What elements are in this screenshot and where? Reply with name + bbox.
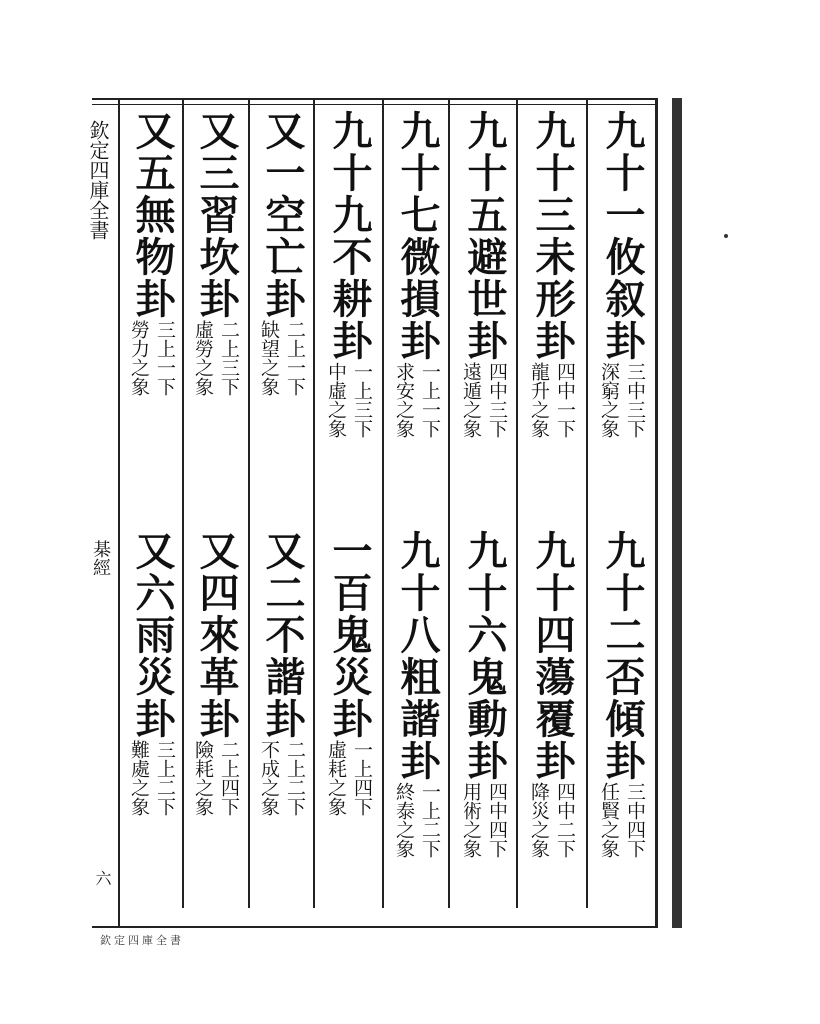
entry-note: 虛勞之象 [192,320,214,396]
entry-notes [393,782,441,858]
entry-column [184,530,248,816]
entry-note: 中虛之象 [325,362,347,438]
entry-column [385,110,449,438]
entry-column [120,110,184,396]
entry-note: 勞力之象 [128,320,150,396]
entry-notes [528,362,576,438]
top-border [92,98,666,100]
entry-title: 九十三未形卦 [529,110,576,362]
entry-note: 二上三下 [218,320,240,396]
entry-note: 三上一下 [154,320,176,396]
entry-note: 一上一下 [419,362,441,438]
entry-notes [393,362,441,438]
entry-note: 四中四下 [486,782,508,858]
entry-notes [258,320,306,396]
entry-title: 九十七微損卦 [394,110,441,362]
entry-note: 用術之象 [460,782,482,858]
entry-title: 又三習坎卦 [193,110,240,320]
entry-note: 三上二下 [154,740,176,816]
page-number: 六 [93,870,112,886]
column-divider [586,100,588,908]
entry-column [590,530,654,858]
bottom-print-marks: 欽定四庫全書 [100,934,184,947]
entry-title: 又五無物卦 [129,110,176,320]
entry-column [385,530,449,858]
entry-title: 九十九不耕卦 [326,110,373,362]
entry-note: 四中三下 [486,362,508,438]
entry-notes [598,362,646,438]
entry-column [520,530,584,858]
entry-title: 九十八粗諧卦 [394,530,441,782]
column-divider [382,100,384,908]
entry-note: 終泰之象 [393,782,415,858]
entry-note: 降災之象 [528,782,550,858]
entry-note: 二上一下 [284,320,306,396]
top-border-inner [92,104,666,105]
entry-title: 又六雨災卦 [129,530,176,740]
entry-notes [192,320,240,396]
entry-note: 遠遁之象 [460,362,482,438]
margin-column [86,100,118,930]
ink-speck [724,234,728,238]
entry-note: 險耗之象 [192,740,214,816]
bottom-border [92,926,666,928]
entry-title: 又一空亡卦 [259,110,306,320]
entry-notes [192,740,240,816]
entry-notes [325,362,373,438]
entry-column [184,110,248,396]
entry-title: 又四來革卦 [193,530,240,740]
entry-column [520,110,584,438]
entry-column [317,110,381,438]
entry-title: 九十四蕩覆卦 [529,530,576,782]
entry-title: 一百鬼災卦 [326,530,373,740]
entry-column [120,530,184,816]
entry-note: 三中三下 [624,362,646,438]
entry-note: 龍升之象 [528,362,550,438]
entry-title: 九十六鬼動卦 [461,530,508,782]
entry-note: 任賢之象 [598,782,620,858]
entry-note: 二上二下 [284,740,306,816]
entry-note: 四中二下 [554,782,576,858]
entry-title: 九十五避世卦 [461,110,508,362]
entry-note: 三中四下 [624,782,646,858]
entry-note: 二上四下 [218,740,240,816]
entry-column [452,110,516,438]
entry-note: 難處之象 [128,740,150,816]
entry-column [250,110,314,396]
entry-note: 深窮之象 [598,362,620,438]
entry-notes [128,320,176,396]
entry-note: 一上四下 [351,740,373,816]
right-border [655,98,682,928]
entry-notes [460,782,508,858]
entry-title: 九十二否傾卦 [599,530,646,782]
entry-notes [128,740,176,816]
entry-notes [258,740,306,816]
entry-notes [528,782,576,858]
entry-note: 缺望之象 [258,320,280,396]
entry-title: 九十一攸叙卦 [599,110,646,362]
entry-title: 又二不諧卦 [259,530,306,740]
entry-column [590,110,654,438]
entry-note: 不成之象 [258,740,280,816]
margin-title: 欽定四庫全書 [86,120,110,240]
entry-note: 求安之象 [393,362,415,438]
entry-note: 四中一下 [554,362,576,438]
entry-column [317,530,381,816]
entry-note: 虛耗之象 [325,740,347,816]
entry-notes [598,782,646,858]
entry-note: 一上三下 [351,362,373,438]
margin-section: 棊經 [90,540,111,576]
column-divider [516,100,518,908]
entry-column [452,530,516,858]
entry-notes [325,740,373,816]
entry-notes [460,362,508,438]
entry-note: 一上二下 [419,782,441,858]
entry-column [250,530,314,816]
